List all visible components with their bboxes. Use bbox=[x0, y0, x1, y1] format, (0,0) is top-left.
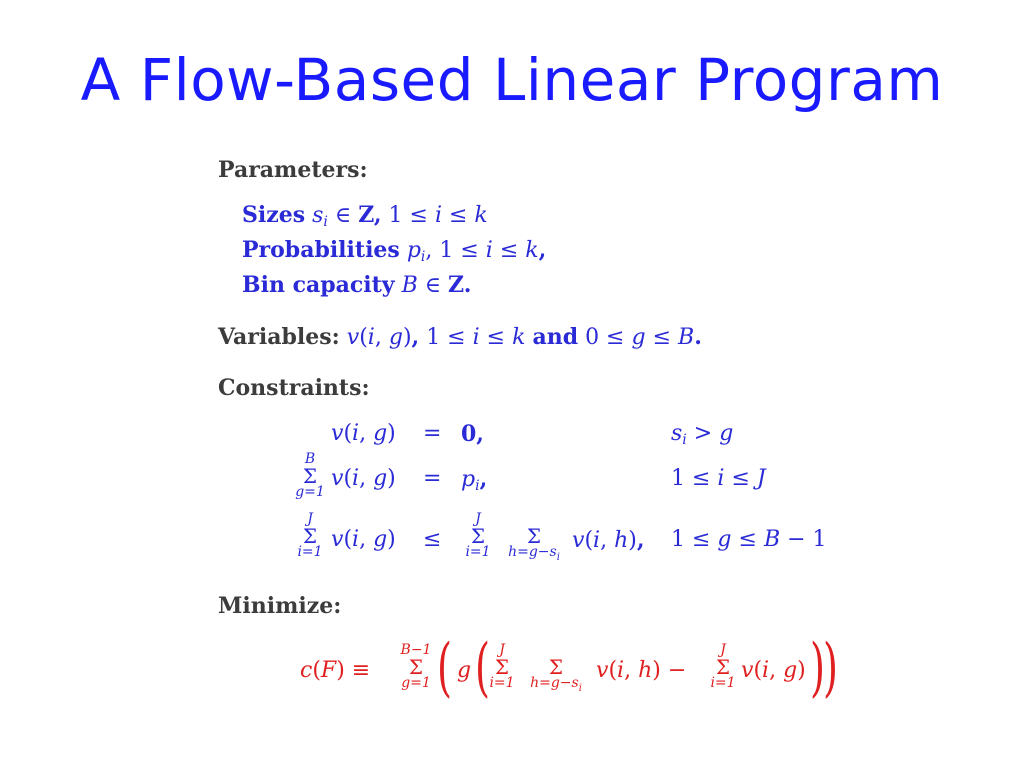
sum-g-1-to-B-minus-1: B−1 Σ g=1 bbox=[400, 642, 432, 691]
variables-expr: v(i, g), 1 ≤ i ≤ k and 0 ≤ g ≤ B. bbox=[346, 324, 702, 350]
constraint-3-cond: 1 ≤ g ≤ B − 1 bbox=[671, 527, 827, 552]
sizes-label: Sizes bbox=[242, 202, 306, 228]
obj-sum-i-1-to-J-2: J Σ i=1 bbox=[710, 642, 736, 691]
constraint-3-rhs-term: v(i, h), bbox=[572, 527, 645, 553]
constraint-1-cond: $s_i > g$ bbox=[671, 421, 734, 448]
probabilities-line bbox=[242, 237, 546, 265]
constraint-3-lhs: v(i, g) bbox=[331, 527, 396, 552]
objective-term-1: v(i, h) − bbox=[596, 658, 687, 683]
objective-term-2: v(i, g) bbox=[741, 658, 806, 683]
obj-sum-h: Σ $h=g-s_i$ bbox=[530, 655, 582, 694]
obj-sum-i-1-to-J: J Σ i=1 bbox=[489, 642, 515, 691]
probabilities-label: Probabilities bbox=[242, 237, 400, 263]
constraints-heading: Constraints: bbox=[218, 375, 370, 401]
variables-line bbox=[218, 324, 702, 350]
constraint-1-rel: = bbox=[423, 421, 442, 446]
objective-lhs: c(F) ≡ bbox=[300, 658, 371, 683]
capacity-label: Bin capacity bbox=[242, 272, 395, 298]
parameters-heading: Parameters: bbox=[218, 157, 368, 183]
capacity-expr: B ∈ Z. bbox=[401, 272, 472, 298]
constraint-2-cond: 1 ≤ i ≤ J bbox=[671, 466, 766, 491]
probabilities-expr: $p_i$, 1 ≤ i ≤ k, bbox=[406, 237, 547, 265]
capacity-line bbox=[242, 272, 471, 298]
constraint-2-rhs: $p_i$, bbox=[461, 466, 488, 494]
minimize-heading: Minimize: bbox=[218, 593, 342, 619]
inner-left-paren: ( bbox=[474, 631, 490, 705]
sizes-line bbox=[242, 202, 488, 230]
sum-i-1-to-J-rhs: J Σ i=1 bbox=[465, 511, 491, 560]
sum-i-1-to-J: J Σ i=1 bbox=[297, 511, 323, 560]
outer-right-paren: ) bbox=[822, 631, 838, 705]
constraint-1-lhs: v(i, g) bbox=[331, 421, 396, 446]
variables-heading: Variables: bbox=[218, 324, 340, 350]
objective-g: g bbox=[457, 658, 472, 683]
inner-right-paren: ) bbox=[809, 631, 825, 705]
outer-left-paren: ( bbox=[436, 631, 452, 705]
slide-title: A Flow-Based Linear Program bbox=[80, 46, 944, 114]
sizes-expr: $s_i$ ∈ Z, 1 ≤ i ≤ k bbox=[312, 202, 488, 230]
sum-h-g-minus-si: Σ $h=g-s_i$ bbox=[508, 524, 560, 563]
sum-g-1-to-B: B Σ g=1 bbox=[295, 451, 325, 500]
constraint-2-lhs: v(i, g) bbox=[331, 466, 396, 491]
constraint-1-rhs: 0, bbox=[461, 421, 484, 447]
constraint-2-rel: = bbox=[423, 466, 442, 491]
constraint-3-rel: ≤ bbox=[423, 527, 442, 552]
